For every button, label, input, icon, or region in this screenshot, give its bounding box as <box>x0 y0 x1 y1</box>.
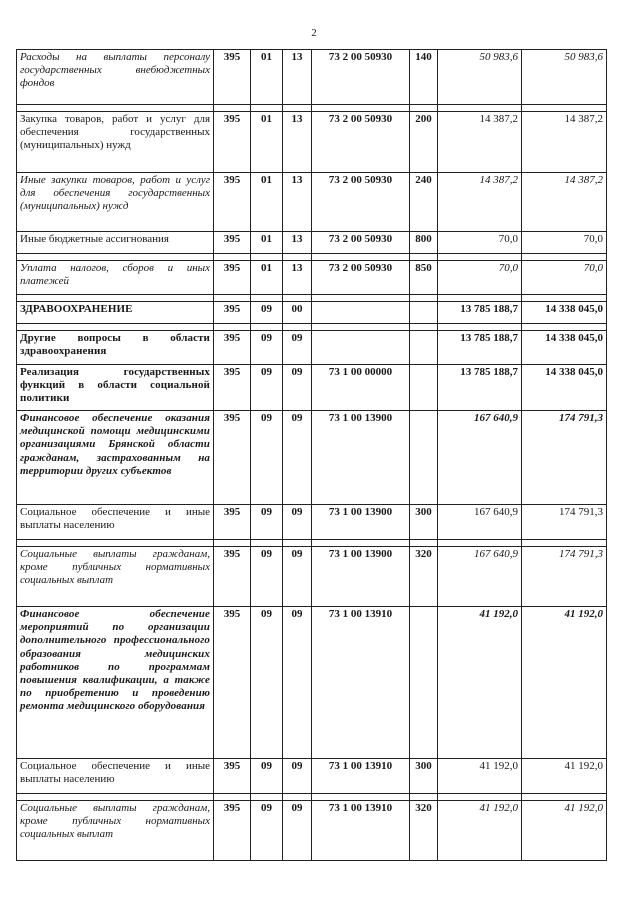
table-row <box>17 801 607 861</box>
table-gap-row <box>17 794 607 801</box>
table-gap-row <box>17 254 607 261</box>
cell-pr: 09 <box>283 331 312 365</box>
cell-sum-2: 14 338 045,0 <box>522 302 607 324</box>
cell-csr: 73 2 00 50930 <box>312 261 410 295</box>
cell-sum-1: 14 387,2 <box>438 173 522 232</box>
cell-sum-2: 14 338 045,0 <box>522 331 607 365</box>
cell-vr: 240 <box>410 173 438 232</box>
cell-ved: 395 <box>214 547 251 607</box>
table-row <box>17 759 607 794</box>
row-name: Уплата налогов, сборов и иных платежей <box>17 261 214 295</box>
table-row <box>17 302 607 324</box>
page-number: 2 <box>311 27 317 39</box>
cell-rz: 01 <box>251 261 283 295</box>
table-row <box>17 50 607 105</box>
cell-sum-2: 50 983,6 <box>522 50 607 105</box>
cell-sum-2: 41 192,0 <box>522 607 607 759</box>
cell-vr: 850 <box>410 261 438 295</box>
cell-vr <box>410 607 438 759</box>
cell-sum-2: 174 791,3 <box>522 547 607 607</box>
cell-rz: 01 <box>251 50 283 105</box>
row-name: Социальные выплаты гражданам, кроме публичных нормативных социальных выплат <box>17 547 214 607</box>
cell-rz: 09 <box>251 411 283 505</box>
cell-sum-1: 70,0 <box>438 261 522 295</box>
table-gap-row <box>17 105 607 112</box>
cell-ved: 395 <box>214 331 251 365</box>
cell-csr: 73 1 00 13910 <box>312 759 410 794</box>
cell-vr <box>410 302 438 324</box>
cell-ved: 395 <box>214 505 251 540</box>
table-row <box>17 232 607 254</box>
cell-ved: 395 <box>214 173 251 232</box>
cell-vr: 320 <box>410 801 438 861</box>
row-name: Расходы на выплаты персоналу государственных внебюджетных фондов <box>17 50 214 105</box>
cell-rz: 01 <box>251 173 283 232</box>
cell-pr: 09 <box>283 759 312 794</box>
cell-rz: 01 <box>251 112 283 173</box>
cell-ved: 395 <box>214 607 251 759</box>
cell-vr: 800 <box>410 232 438 254</box>
cell-csr: 73 1 00 13900 <box>312 505 410 540</box>
cell-vr: 140 <box>410 50 438 105</box>
cell-rz: 09 <box>251 302 283 324</box>
cell-rz: 09 <box>251 505 283 540</box>
cell-pr: 09 <box>283 365 312 411</box>
cell-pr: 09 <box>283 505 312 540</box>
cell-sum-2: 41 192,0 <box>522 759 607 794</box>
cell-pr: 09 <box>283 411 312 505</box>
table-row <box>17 365 607 411</box>
cell-csr: 73 1 00 13900 <box>312 547 410 607</box>
cell-csr: 73 1 00 00000 <box>312 365 410 411</box>
table-row <box>17 505 607 540</box>
cell-ved: 395 <box>214 411 251 505</box>
row-name: Реализация государственных функций в области социальной политики <box>17 365 214 411</box>
table-row <box>17 331 607 365</box>
cell-pr: 13 <box>283 261 312 295</box>
cell-ved: 395 <box>214 112 251 173</box>
row-name: Финансовое обеспечение мероприятий по организации дополнительного профессионального образования медицинских работников по программам повышения квалификации, а также по приобретению и проведению ремонта медицинского оборудования <box>17 607 214 759</box>
row-name: Закупка товаров, работ и услуг для обеспечения государственных (муниципальных) нужд <box>17 112 214 173</box>
cell-ved: 395 <box>214 261 251 295</box>
cell-ved: 395 <box>214 365 251 411</box>
cell-sum-2: 14 387,2 <box>522 173 607 232</box>
row-name: ЗДРАВООХРАНЕНИЕ <box>17 302 214 324</box>
cell-sum-1: 41 192,0 <box>438 607 522 759</box>
cell-pr: 09 <box>283 801 312 861</box>
table-gap-row <box>17 540 607 547</box>
cell-csr: 73 1 00 13900 <box>312 411 410 505</box>
table-row <box>17 261 607 295</box>
cell-csr: 73 1 00 13910 <box>312 607 410 759</box>
table-row <box>17 411 607 505</box>
row-name: Иные закупки товаров, работ и услуг для обеспечения государственных (муниципальных) нужд <box>17 173 214 232</box>
row-name: Социальное обеспечение и иные выплаты населению <box>17 759 214 794</box>
row-name: Финансовое обеспечение оказания медицинской помощи медицинскими организациями Брянской области гражданам, застрахованным на территории других субъектов <box>17 411 214 505</box>
cell-sum-1: 70,0 <box>438 232 522 254</box>
cell-sum-1: 167 640,9 <box>438 547 522 607</box>
cell-rz: 09 <box>251 759 283 794</box>
cell-pr: 09 <box>283 607 312 759</box>
cell-vr <box>410 365 438 411</box>
table-row <box>17 547 607 607</box>
cell-rz: 09 <box>251 331 283 365</box>
cell-sum-1: 167 640,9 <box>438 505 522 540</box>
cell-sum-1: 50 983,6 <box>438 50 522 105</box>
cell-csr: 73 2 00 50930 <box>312 232 410 254</box>
table-row <box>17 607 607 759</box>
cell-pr: 13 <box>283 232 312 254</box>
cell-sum-1: 167 640,9 <box>438 411 522 505</box>
cell-sum-1: 41 192,0 <box>438 759 522 794</box>
cell-sum-2: 14 338 045,0 <box>522 365 607 411</box>
cell-sum-1: 13 785 188,7 <box>438 331 522 365</box>
cell-vr: 320 <box>410 547 438 607</box>
cell-sum-1: 41 192,0 <box>438 801 522 861</box>
table-gap-row <box>17 324 607 331</box>
cell-csr <box>312 331 410 365</box>
cell-rz: 09 <box>251 607 283 759</box>
cell-pr: 00 <box>283 302 312 324</box>
cell-rz: 09 <box>251 801 283 861</box>
cell-sum-2: 41 192,0 <box>522 801 607 861</box>
cell-rz: 09 <box>251 547 283 607</box>
cell-csr: 73 2 00 50930 <box>312 112 410 173</box>
cell-sum-2: 70,0 <box>522 232 607 254</box>
row-name: Социальные выплаты гражданам, кроме публичных нормативных социальных выплат <box>17 801 214 861</box>
cell-vr <box>410 411 438 505</box>
cell-sum-2: 174 791,3 <box>522 505 607 540</box>
cell-pr: 09 <box>283 547 312 607</box>
cell-vr: 200 <box>410 112 438 173</box>
cell-ved: 395 <box>214 759 251 794</box>
row-name: Иные бюджетные ассигнования <box>17 232 214 254</box>
row-name: Социальное обеспечение и иные выплаты населению <box>17 505 214 540</box>
cell-rz: 09 <box>251 365 283 411</box>
table-row <box>17 173 607 232</box>
cell-ved: 395 <box>214 50 251 105</box>
cell-pr: 13 <box>283 173 312 232</box>
cell-ved: 395 <box>214 232 251 254</box>
budget-table <box>16 49 607 861</box>
cell-sum-1: 13 785 188,7 <box>438 365 522 411</box>
cell-sum-2: 14 387,2 <box>522 112 607 173</box>
row-name: Другие вопросы в области здравоохранения <box>17 331 214 365</box>
cell-rz: 01 <box>251 232 283 254</box>
cell-vr: 300 <box>410 505 438 540</box>
cell-pr: 13 <box>283 112 312 173</box>
cell-vr <box>410 331 438 365</box>
cell-vr: 300 <box>410 759 438 794</box>
cell-sum-1: 13 785 188,7 <box>438 302 522 324</box>
cell-sum-2: 174 791,3 <box>522 411 607 505</box>
table-gap-row <box>17 295 607 302</box>
cell-csr: 73 2 00 50930 <box>312 173 410 232</box>
cell-csr <box>312 302 410 324</box>
cell-sum-2: 70,0 <box>522 261 607 295</box>
cell-ved: 395 <box>214 302 251 324</box>
cell-pr: 13 <box>283 50 312 105</box>
cell-ved: 395 <box>214 801 251 861</box>
cell-sum-1: 14 387,2 <box>438 112 522 173</box>
cell-csr: 73 2 00 50930 <box>312 50 410 105</box>
cell-csr: 73 1 00 13910 <box>312 801 410 861</box>
table-row <box>17 112 607 173</box>
